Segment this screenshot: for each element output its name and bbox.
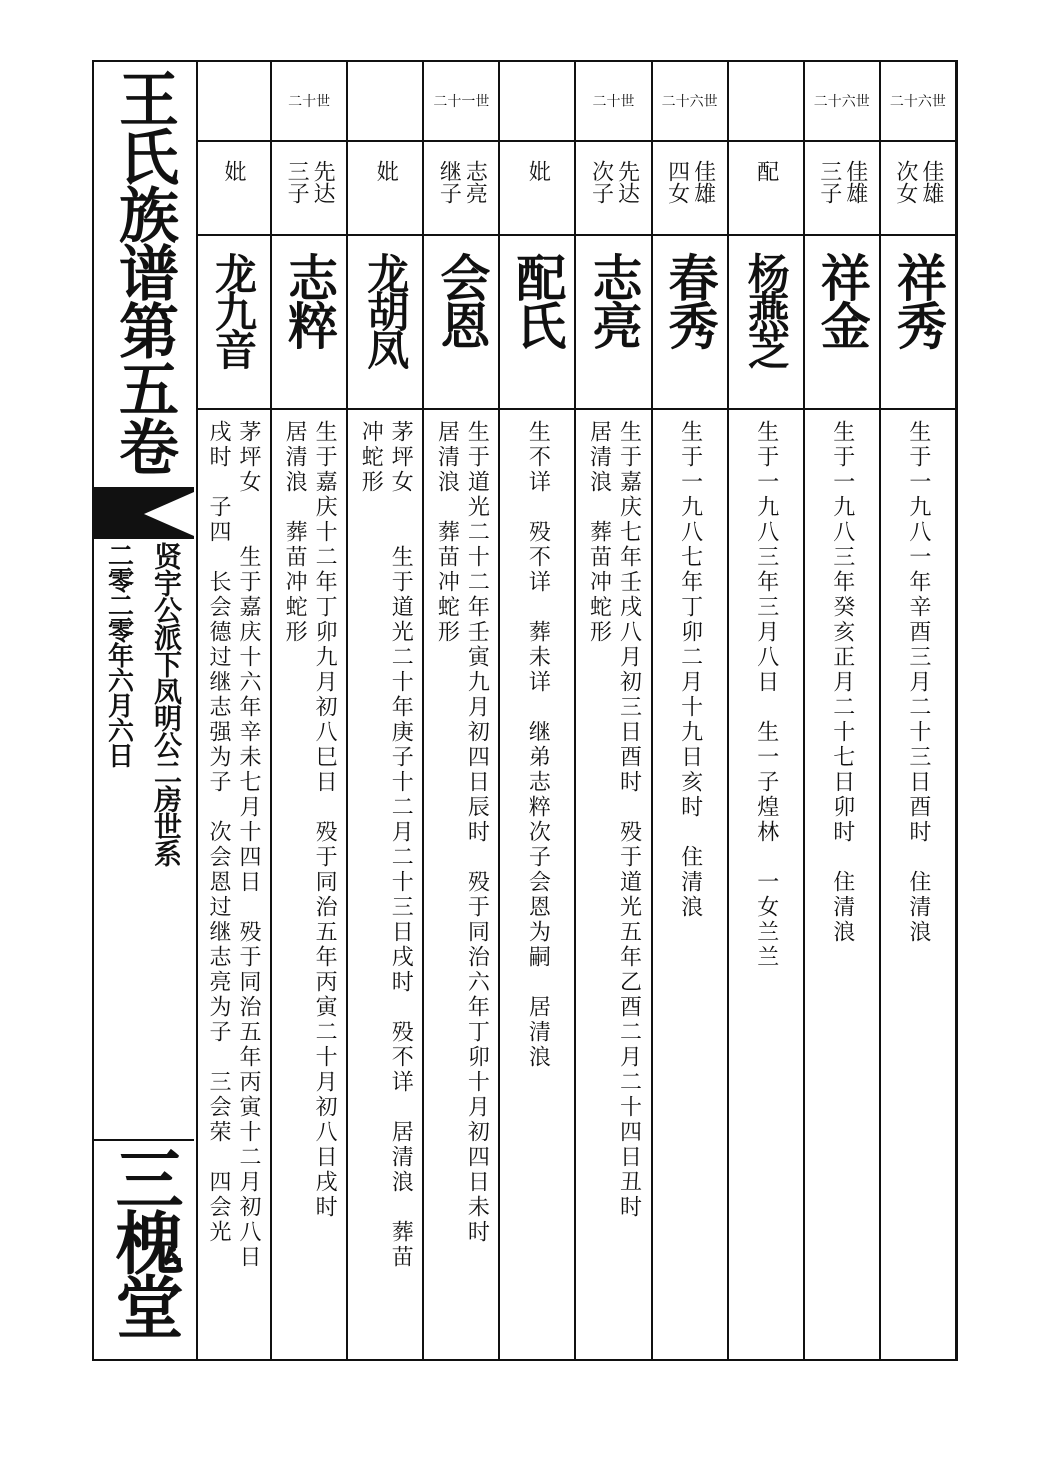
generation-cell [196, 62, 270, 142]
biography-cell [805, 414, 879, 1359]
biography-cell [576, 414, 650, 1359]
relation-label: 妣 [525, 160, 551, 182]
generation-label: 二十六世 [889, 94, 946, 110]
generation-label: 二十世 [288, 94, 331, 110]
generation-label: 二十一世 [433, 94, 490, 110]
relation-cell [500, 142, 574, 236]
person-column [881, 62, 955, 1359]
generation-label: 二十六世 [661, 94, 718, 110]
hall-name-text: 三槐堂 [104, 1144, 184, 1336]
biography-text: 生于一九八三年癸亥正月二十七日卯时 住清浪 [829, 420, 855, 945]
person-column [576, 62, 652, 1359]
hall-divider [94, 1139, 194, 1141]
genealogy-page [92, 60, 957, 1361]
person-column [424, 62, 500, 1359]
person-name: 志亮 [584, 252, 644, 348]
person-column [805, 62, 881, 1359]
relation-cell [729, 142, 803, 236]
biography-cell [272, 414, 346, 1359]
genealogy-columns [196, 62, 955, 1359]
person-column [500, 62, 576, 1359]
relation-cell [576, 142, 650, 236]
relation-label: 佳雄次女 [892, 160, 944, 204]
person-column [196, 62, 272, 1359]
biography-cell [424, 414, 498, 1359]
generation-cell [729, 62, 803, 142]
relation-label: 志亮继子 [436, 160, 488, 204]
biography-text: 生于嘉庆七年壬戌八月初三日酉时 殁于道光五年乙酉二月二十四日丑时 居清浪 葬苗冲蛇形 [586, 420, 642, 1220]
person-name: 春秀 [660, 252, 720, 348]
biography-text: 生不详 殁不详 葬未详 继弟志粹次子会恩为嗣 居清浪 [525, 420, 551, 1070]
generation-cell [576, 62, 650, 142]
person-column [729, 62, 805, 1359]
biography-text: 茅坪女 生于嘉庆十六年辛未七月十四日 殁于同治五年丙寅十二月初八日 戌时 子四 长会德过继志强为子 次会恩过继志亮为子 三会荣 四会光 [206, 420, 262, 1270]
relation-label: 佳雄四女 [664, 160, 716, 204]
person-column [653, 62, 729, 1359]
person-name: 杨燕芝 [741, 252, 791, 366]
generation-cell [653, 62, 727, 142]
biography-cell [729, 414, 803, 1359]
generation-label: 二十世 [592, 94, 635, 110]
relation-cell [272, 142, 346, 236]
name-cell [576, 238, 650, 410]
relation-label: 配 [753, 160, 779, 182]
biography-text: 生于道光二十二年壬寅九月初四日辰时 殁于同治六年丁卯十月初四日未时 居清浪 葬苗冲蛇形 [434, 420, 490, 1245]
name-cell [500, 238, 574, 410]
person-name: 配氏 [508, 252, 568, 348]
person-name: 祥秀 [888, 252, 948, 348]
name-cell [805, 238, 879, 410]
relation-label: 妣 [373, 160, 399, 182]
generation-label: 二十六世 [813, 94, 870, 110]
person-column [348, 62, 424, 1359]
compile-date [96, 542, 142, 862]
relation-cell [348, 142, 422, 236]
person-name: 祥金 [812, 252, 872, 348]
relation-label: 先达三子 [284, 160, 336, 204]
relation-cell [881, 142, 955, 236]
biography-text: 生于一九八一年辛酉三月二十三日酉时 住清浪 [905, 420, 931, 945]
relation-cell [424, 142, 498, 236]
compile-date-text: 二零二零年六月六日 [103, 542, 134, 767]
person-name: 会恩 [432, 252, 492, 348]
biography-text: 生于一九八三年三月八日 生一子煌林 一女兰兰 [753, 420, 779, 970]
title-panel [94, 62, 198, 1359]
lineage-subtitle [142, 542, 190, 942]
name-cell [348, 238, 422, 410]
person-name: 龙九音 [209, 252, 259, 366]
generation-cell [805, 62, 879, 142]
relation-cell [196, 142, 270, 236]
biography-text: 生于一九八七年丁卯二月十九日亥时 住清浪 [677, 420, 703, 920]
generation-cell [272, 62, 346, 142]
book-title-text: 王氏族谱第五卷 [109, 68, 179, 474]
lineage-subtitle-text: 贤宇公派下凤明公二房世系 [150, 542, 183, 866]
relation-cell [653, 142, 727, 236]
biography-cell [196, 414, 270, 1359]
generation-cell [348, 62, 422, 142]
name-cell [424, 238, 498, 410]
biography-text: 茅坪女 生于道光二十年庚子十二月二十三日戌时 殁不详 居清浪 葬苗 冲蛇形 [358, 420, 414, 1270]
book-title [94, 62, 194, 487]
generation-cell [881, 62, 955, 142]
relation-cell [805, 142, 879, 236]
generation-cell [500, 62, 574, 142]
relation-label: 妣 [221, 160, 247, 182]
biography-cell [500, 414, 574, 1359]
name-cell [272, 238, 346, 410]
biography-text: 生于嘉庆十二年丁卯九月初八巳日 殁于同治五年丙寅二十月初八日戌时 居清浪 葬苗冲蛇形 [282, 420, 338, 1220]
name-cell [881, 238, 955, 410]
person-name: 龙胡凤 [361, 252, 411, 366]
name-cell [196, 238, 270, 410]
name-cell [729, 238, 803, 410]
biography-cell [348, 414, 422, 1359]
relation-label: 佳雄三子 [816, 160, 868, 204]
band-arrow-icon [144, 492, 194, 536]
biography-cell [653, 414, 727, 1359]
generation-cell [424, 62, 498, 142]
person-column [272, 62, 348, 1359]
relation-label: 先达次子 [588, 160, 640, 204]
name-cell [653, 238, 727, 410]
person-name: 志粹 [280, 252, 340, 348]
hall-name [94, 1144, 194, 1354]
biography-cell [881, 414, 955, 1359]
